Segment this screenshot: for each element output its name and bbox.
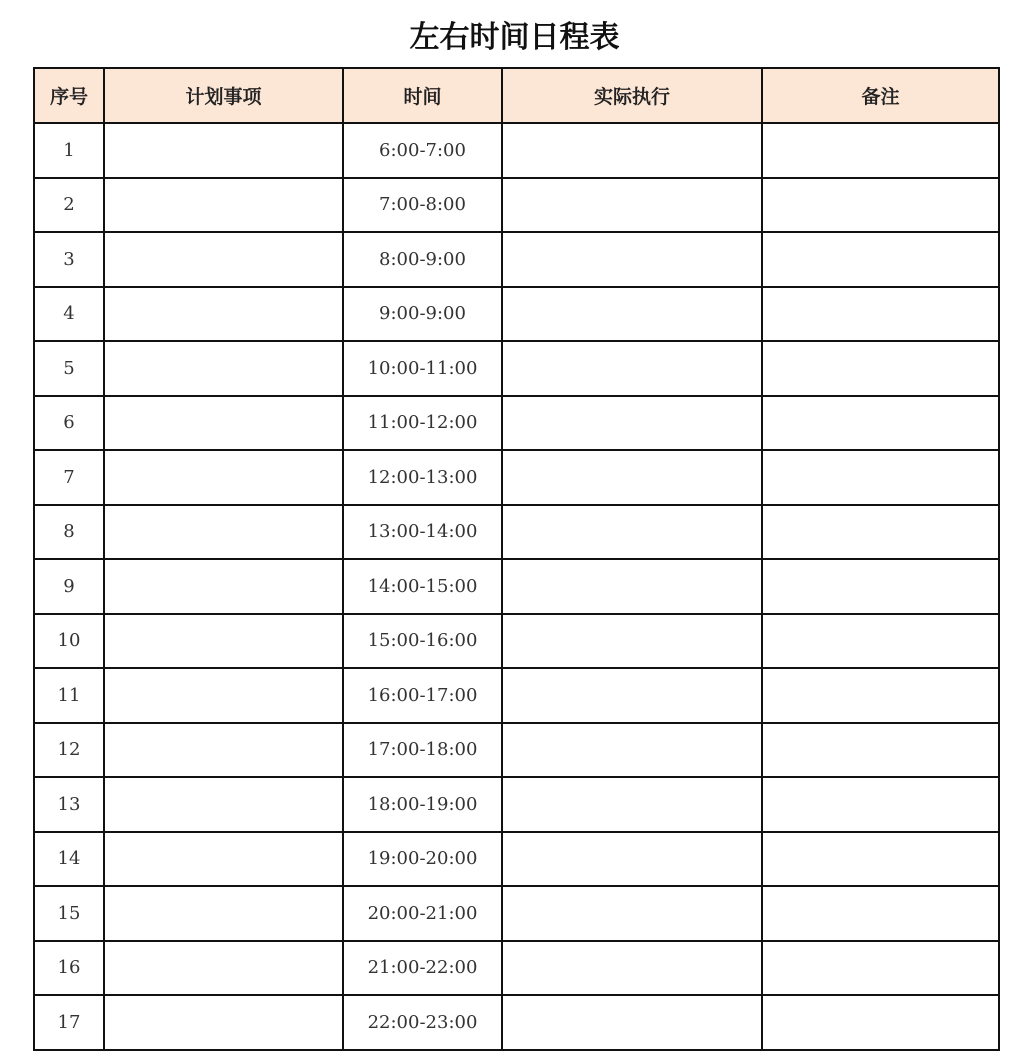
plan-cell[interactable] — [104, 505, 343, 560]
index-cell: 10 — [34, 614, 104, 669]
header-cell-note: 备注 — [762, 68, 999, 123]
table-row — [34, 341, 999, 396]
index-cell: 5 — [34, 341, 104, 396]
note-cell[interactable] — [762, 832, 999, 887]
note-cell[interactable] — [762, 995, 999, 1050]
plan-cell[interactable] — [104, 396, 343, 451]
actual-cell[interactable] — [502, 123, 762, 178]
plan-cell[interactable] — [104, 287, 343, 342]
index-cell: 15 — [34, 886, 104, 941]
table-row — [34, 505, 999, 560]
actual-cell[interactable] — [502, 886, 762, 941]
index-cell: 6 — [34, 396, 104, 451]
table-row — [34, 396, 999, 451]
note-cell[interactable] — [762, 668, 999, 723]
index-cell: 9 — [34, 559, 104, 614]
index-cell: 11 — [34, 668, 104, 723]
actual-cell[interactable] — [502, 668, 762, 723]
table-row — [34, 123, 999, 178]
header-cell-plan: 计划事项 — [104, 68, 343, 123]
time-cell: 14:00-15:00 — [343, 559, 502, 614]
note-cell[interactable] — [762, 232, 999, 287]
time-cell: 16:00-17:00 — [343, 668, 502, 723]
actual-cell[interactable] — [502, 178, 762, 233]
time-cell: 19:00-20:00 — [343, 832, 502, 887]
plan-cell[interactable] — [104, 559, 343, 614]
index-cell: 16 — [34, 941, 104, 996]
plan-cell[interactable] — [104, 723, 343, 778]
plan-cell[interactable] — [104, 232, 343, 287]
table-row — [34, 941, 999, 996]
note-cell[interactable] — [762, 396, 999, 451]
actual-cell[interactable] — [502, 341, 762, 396]
time-cell: 11:00-12:00 — [343, 396, 502, 451]
plan-cell[interactable] — [104, 886, 343, 941]
actual-cell[interactable] — [502, 450, 762, 505]
index-cell: 17 — [34, 995, 104, 1050]
note-cell[interactable] — [762, 123, 999, 178]
time-cell: 20:00-21:00 — [343, 886, 502, 941]
index-cell: 14 — [34, 832, 104, 887]
time-cell: 6:00-7:00 — [343, 123, 502, 178]
index-cell: 7 — [34, 450, 104, 505]
time-cell: 22:00-23:00 — [343, 995, 502, 1050]
header-cell-time: 时间 — [343, 68, 502, 123]
index-cell: 4 — [34, 287, 104, 342]
actual-cell[interactable] — [502, 287, 762, 342]
time-cell: 7:00-8:00 — [343, 178, 502, 233]
note-cell[interactable] — [762, 614, 999, 669]
note-cell[interactable] — [762, 505, 999, 560]
table-row — [34, 723, 999, 778]
table-row — [34, 232, 999, 287]
time-cell: 21:00-22:00 — [343, 941, 502, 996]
actual-cell[interactable] — [502, 723, 762, 778]
table-row — [34, 777, 999, 832]
plan-cell[interactable] — [104, 777, 343, 832]
actual-cell[interactable] — [502, 396, 762, 451]
time-cell: 9:00-9:00 — [343, 287, 502, 342]
time-cell: 17:00-18:00 — [343, 723, 502, 778]
plan-cell[interactable] — [104, 941, 343, 996]
plan-cell[interactable] — [104, 123, 343, 178]
plan-cell[interactable] — [104, 832, 343, 887]
note-cell[interactable] — [762, 178, 999, 233]
index-cell: 12 — [34, 723, 104, 778]
table-row — [34, 450, 999, 505]
table-row — [34, 886, 999, 941]
table-row — [34, 287, 999, 342]
note-cell[interactable] — [762, 341, 999, 396]
actual-cell[interactable] — [502, 505, 762, 560]
note-cell[interactable] — [762, 559, 999, 614]
actual-cell[interactable] — [502, 559, 762, 614]
header-cell-actual: 实际执行 — [502, 68, 762, 123]
document-title: 左右时间日程表 — [409, 20, 620, 55]
table-row — [34, 614, 999, 669]
index-cell: 8 — [34, 505, 104, 560]
schedule-table — [33, 67, 1000, 1051]
actual-cell[interactable] — [502, 941, 762, 996]
time-cell: 15:00-16:00 — [343, 614, 502, 669]
time-cell: 12:00-13:00 — [343, 450, 502, 505]
index-cell: 2 — [34, 178, 104, 233]
table-row — [34, 178, 999, 233]
note-cell[interactable] — [762, 941, 999, 996]
table-row — [34, 995, 999, 1050]
actual-cell[interactable] — [502, 832, 762, 887]
plan-cell[interactable] — [104, 341, 343, 396]
note-cell[interactable] — [762, 287, 999, 342]
actual-cell[interactable] — [502, 995, 762, 1050]
note-cell[interactable] — [762, 723, 999, 778]
plan-cell[interactable] — [104, 178, 343, 233]
plan-cell[interactable] — [104, 668, 343, 723]
note-cell[interactable] — [762, 450, 999, 505]
actual-cell[interactable] — [502, 777, 762, 832]
time-cell: 18:00-19:00 — [343, 777, 502, 832]
schedule-body — [34, 123, 999, 1050]
time-cell: 8:00-9:00 — [343, 232, 502, 287]
note-cell[interactable] — [762, 777, 999, 832]
index-cell: 1 — [34, 123, 104, 178]
plan-cell[interactable] — [104, 614, 343, 669]
actual-cell[interactable] — [502, 614, 762, 669]
plan-cell[interactable] — [104, 450, 343, 505]
index-cell: 13 — [34, 777, 104, 832]
actual-cell[interactable] — [502, 232, 762, 287]
time-cell: 13:00-14:00 — [343, 505, 502, 560]
header-row — [34, 68, 999, 123]
header-cell-index: 序号 — [34, 68, 104, 123]
index-cell: 3 — [34, 232, 104, 287]
plan-cell[interactable] — [104, 995, 343, 1050]
note-cell[interactable] — [762, 886, 999, 941]
table-row — [34, 668, 999, 723]
time-cell: 10:00-11:00 — [343, 341, 502, 396]
table-row — [34, 832, 999, 887]
table-row — [34, 559, 999, 614]
